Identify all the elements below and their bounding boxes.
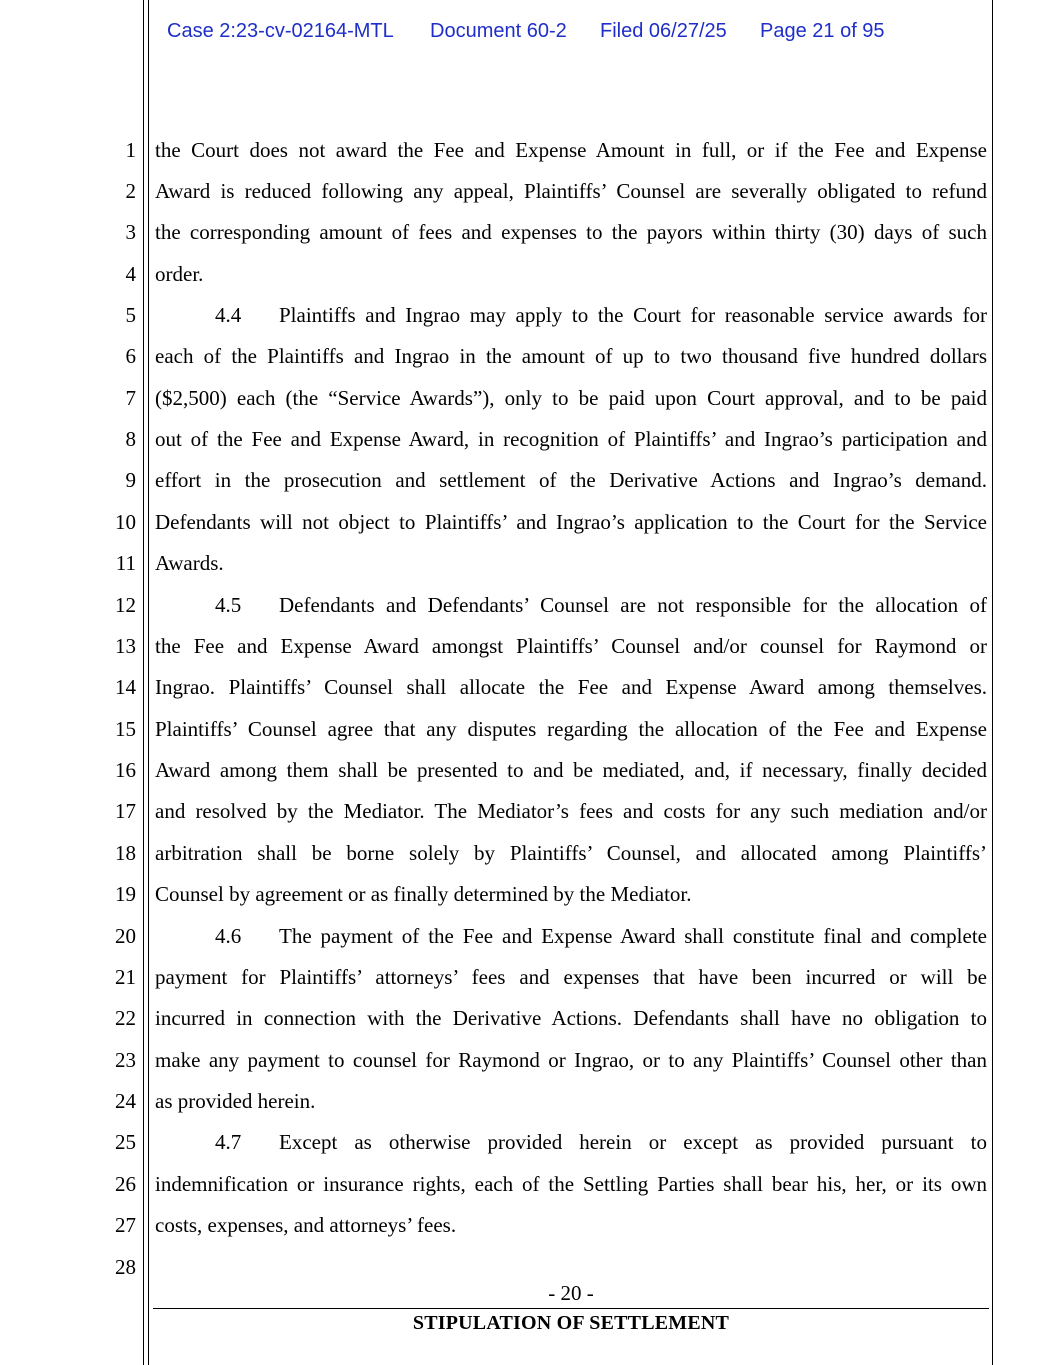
line-number: 8 <box>125 427 136 451</box>
line-number: 28 <box>115 1255 136 1279</box>
line-number: 7 <box>125 386 136 410</box>
line-number: 14 <box>115 675 136 699</box>
body-line: each of the Plaintiffs and Ingrao in the amount of up to two thousand five hundred dollars <box>155 344 987 368</box>
line-number: 19 <box>115 882 136 906</box>
line-number: 2 <box>125 179 136 203</box>
footer-title: STIPULATION OF SETTLEMENT <box>412 1312 730 1334</box>
body-line: Except as otherwise provided herein or except as provided pursuant to <box>279 1130 987 1154</box>
line-number: 9 <box>125 468 136 492</box>
paragraph-number: 4.6 <box>215 924 242 948</box>
body-line: costs, expenses, and attorneys’ fees. <box>155 1213 457 1237</box>
body-line: arbitration shall be borne solely by Plaintiffs’ Counsel, and allocated among Plaintiffs’ <box>155 841 987 865</box>
line-number: 5 <box>125 303 136 327</box>
line-number: 16 <box>115 758 136 782</box>
line-number: 17 <box>115 799 136 823</box>
body-line: Plaintiffs’ Counsel agree that any disputes regarding the allocation of the Fee and Expense <box>155 717 987 741</box>
right-margin-rule <box>992 0 993 1365</box>
body-line: make any payment to counsel for Raymond or Ingrao, or to any Plaintiffs’ Counsel other than <box>155 1048 987 1072</box>
body-line: the corresponding amount of fees and expenses to the payors within thirty (30) days of such <box>155 220 987 244</box>
line-number: 4 <box>125 262 136 286</box>
line-number: 22 <box>115 1006 136 1030</box>
paragraph-4-4-first-line <box>215 303 987 327</box>
footer-rule <box>153 1308 989 1309</box>
body-line: Award is reduced following any appeal, Plaintiffs’ Counsel are severally obligated to refund <box>155 179 987 203</box>
paragraph-number: 4.4 <box>215 303 242 327</box>
document-number: Document 60-2 <box>430 20 567 42</box>
body-line: as provided herein. <box>155 1089 316 1113</box>
body-line: The payment of the Fee and Expense Award shall constitute final and complete <box>279 924 987 948</box>
body-line: Defendants will not object to Plaintiffs’ and Ingrao’s application to the Court for the Service <box>155 510 987 534</box>
left-margin-rule-outer <box>143 0 144 1365</box>
line-number: 11 <box>115 551 136 575</box>
body-line: the Court does not award the Fee and Expense Amount in full, or if the Fee and Expense <box>155 138 987 162</box>
body-line: incurred in connection with the Derivative Actions. Defendants shall have no obligation to <box>155 1006 987 1030</box>
paragraph-number: 4.7 <box>215 1130 242 1154</box>
body-line: effort in the prosecution and settlement of the Derivative Actions and Ingrao’s demand. <box>155 468 987 492</box>
line-number: 12 <box>115 593 136 617</box>
body-line: payment for Plaintiffs’ attorneys’ fees and expenses that have been incurred or will be <box>155 965 987 989</box>
body-line: Ingrao. Plaintiffs’ Counsel shall allocate the Fee and Expense Award among themselves. <box>155 675 987 699</box>
paragraph-number: 4.5 <box>215 593 242 617</box>
line-number: 26 <box>115 1172 136 1196</box>
paragraph-4-6-first-line <box>215 924 987 948</box>
body-line: order. <box>155 262 204 286</box>
line-number: 10 <box>115 510 136 534</box>
case-number: Case 2:23-cv-02164-MTL <box>167 20 394 42</box>
body-line: and resolved by the Mediator. The Mediator’s fees and costs for any such mediation and/or <box>155 799 987 823</box>
paragraph-4-5-first-line <box>215 593 987 617</box>
left-margin-rule-inner <box>148 0 149 1365</box>
body-line: Awards. <box>155 551 224 575</box>
line-number: 13 <box>115 634 136 658</box>
paragraph-4-7-first-line <box>215 1130 987 1154</box>
body-line: Counsel by agreement or as finally determined by the Mediator. <box>155 882 692 906</box>
body-line: Award among them shall be presented to and be mediated, and, if necessary, finally decided <box>155 758 987 782</box>
line-number: 20 <box>115 924 136 948</box>
line-number: 23 <box>115 1048 136 1072</box>
line-number: 21 <box>115 965 136 989</box>
line-number: 24 <box>115 1089 136 1113</box>
line-number: 27 <box>115 1213 136 1237</box>
body-line: out of the Fee and Expense Award, in recognition of Plaintiffs’ and Ingrao’s participation and <box>155 427 987 451</box>
footer-page-number: - 20 - <box>548 1281 594 1305</box>
filed-date: Filed 06/27/25 <box>600 20 727 42</box>
line-number: 18 <box>115 841 136 865</box>
body-line: Defendants and Defendants’ Counsel are not responsible for the allocation of <box>279 593 987 617</box>
line-number: 6 <box>125 344 136 368</box>
body-line: indemnification or insurance rights, each of the Settling Parties shall bear his, her, or its own <box>155 1172 987 1196</box>
page-indicator: Page 21 of 95 <box>760 20 885 42</box>
line-number: 15 <box>115 717 136 741</box>
line-number: 3 <box>125 220 136 244</box>
line-number: 1 <box>125 138 136 162</box>
line-number: 25 <box>115 1130 136 1154</box>
body-line: the Fee and Expense Award amongst Plaintiffs’ Counsel and/or counsel for Raymond or <box>155 634 987 658</box>
body-line: Plaintiffs and Ingrao may apply to the Court for reasonable service awards for <box>279 303 987 327</box>
body-line: ($2,500) each (the “Service Awards”), only to be paid upon Court approval, and to be paid <box>155 386 987 410</box>
